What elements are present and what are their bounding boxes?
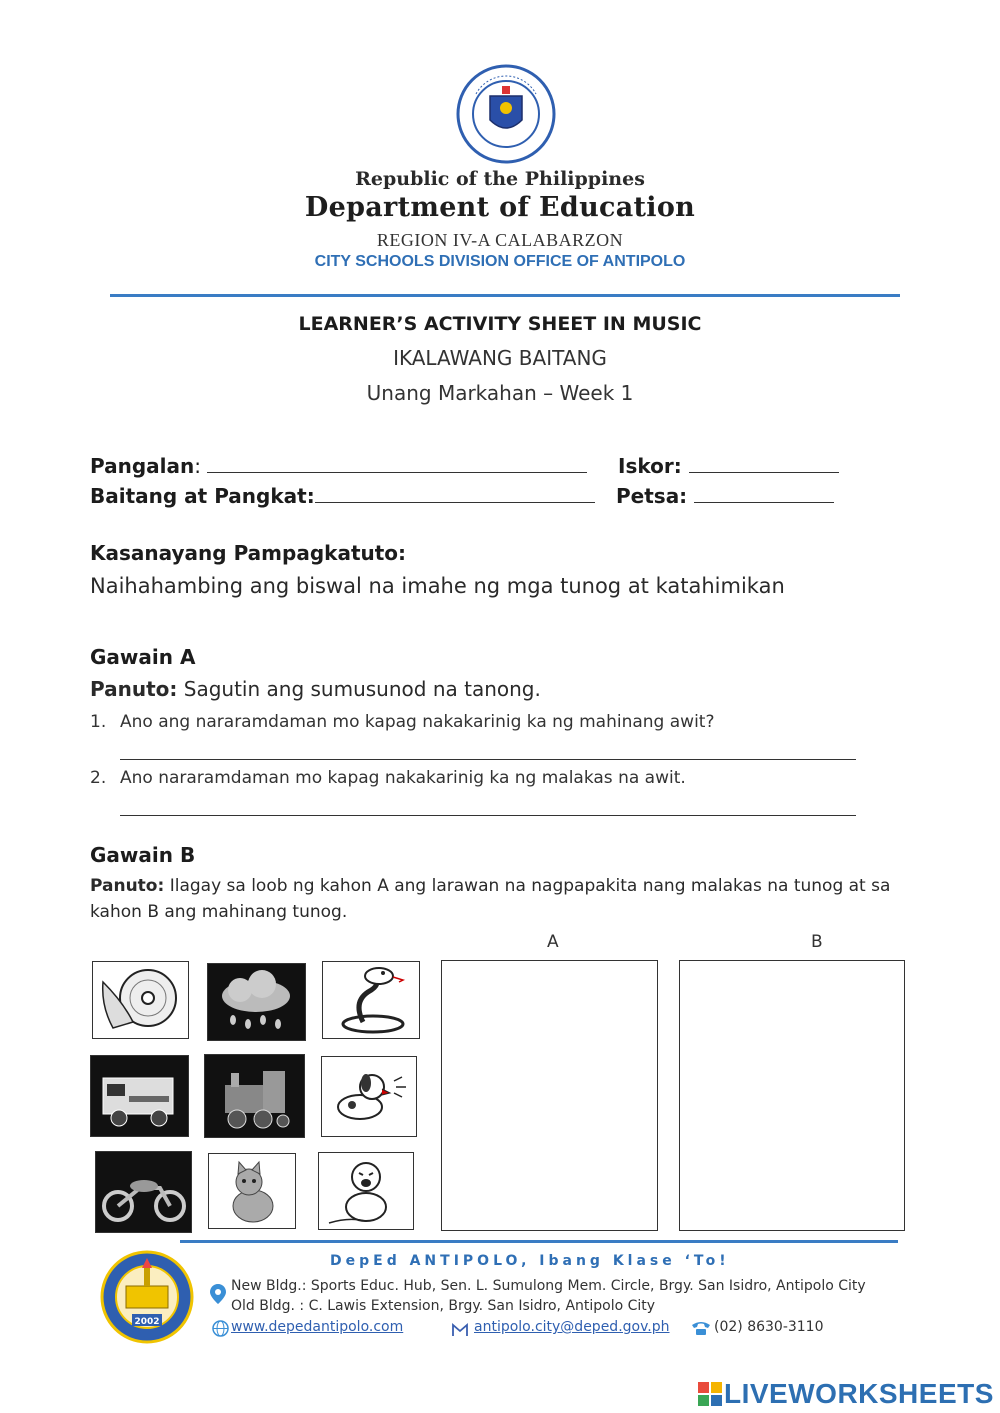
motorcycle-icon xyxy=(96,1152,191,1232)
name-input-line[interactable] xyxy=(207,454,587,473)
cd-icon xyxy=(93,962,188,1038)
train-icon xyxy=(205,1055,304,1137)
date-label: Petsa: xyxy=(616,484,688,508)
competency-heading: Kasanayang Pampagkatuto: xyxy=(90,541,407,565)
question-2-number: 2. xyxy=(90,768,107,788)
crying-baby-picture[interactable] xyxy=(318,1152,414,1230)
mail-icon xyxy=(452,1322,468,1336)
competency-text: Naihahambing ang biswal na imahe ng mga tunog at katahimikan xyxy=(90,574,785,598)
liveworksheets-watermark: LIVEWORKSHEETS xyxy=(724,1378,994,1409)
sheet-title: LEARNER’S ACTIVITY SHEET IN MUSIC xyxy=(298,313,702,335)
gawain-a-panuto-text: Sagutin ang sumusunod na tanong. xyxy=(177,677,541,701)
division-office-logo xyxy=(100,1250,195,1345)
date-input-line[interactable] xyxy=(694,484,834,503)
email-link[interactable]: antipolo.city@deped.gov.ph xyxy=(474,1319,670,1335)
crying-baby-icon xyxy=(319,1153,413,1229)
motorcycle-picture[interactable] xyxy=(95,1151,192,1233)
score-label: Iskor: xyxy=(618,454,682,478)
section-input-line[interactable] xyxy=(315,484,595,503)
gawain-b-instruction xyxy=(90,873,920,925)
answer-line-1[interactable] xyxy=(120,759,856,760)
answer-line-2[interactable] xyxy=(120,815,856,816)
barking-dog-icon xyxy=(322,1057,416,1136)
name-label: Pangalan xyxy=(90,454,195,478)
section-field xyxy=(90,484,595,508)
gawain-b-panuto-label: Panuto: xyxy=(90,876,165,896)
header-divider xyxy=(110,294,900,297)
score-input-line[interactable] xyxy=(689,454,839,473)
cat-picture[interactable] xyxy=(208,1153,296,1229)
footer-divider xyxy=(180,1240,898,1243)
republic-heading: Republic of the Philippines xyxy=(355,168,645,190)
rain-cloud-picture[interactable] xyxy=(207,963,306,1041)
date-field xyxy=(616,484,834,508)
logo-year: 2002 xyxy=(134,1317,160,1327)
phone-number: (02) 8630-3110 xyxy=(714,1319,824,1335)
question-1 xyxy=(90,712,715,732)
footer-slogan: DepEd ANTIPOLO, Ibang Klase ‘To! xyxy=(330,1253,730,1269)
division-heading: CITY SCHOOLS DIVISION OFFICE OF ANTIPOLO xyxy=(314,253,686,270)
liveworksheets-logo-icon xyxy=(698,1382,722,1406)
grade-level: IKALAWANG BAITANG xyxy=(393,346,607,370)
score-field xyxy=(618,454,839,478)
gawain-a-panuto-label: Panuto: xyxy=(90,677,178,701)
question-2-text: Ano nararamdaman mo kapag nakakarinig ka ng malakas na awit. xyxy=(120,768,686,788)
section-label: Baitang at Pangkat: xyxy=(90,484,315,508)
gawain-a-heading: Gawain A xyxy=(90,645,196,669)
question-1-number: 1. xyxy=(90,712,107,732)
phone-icon xyxy=(690,1320,712,1336)
barking-dog-picture[interactable] xyxy=(321,1056,417,1137)
rain-cloud-icon xyxy=(208,964,305,1040)
drop-box-a[interactable] xyxy=(441,960,658,1231)
ambulance-icon xyxy=(91,1056,188,1136)
region-heading: REGION IV-A CALABARZON xyxy=(376,230,624,250)
cd-picture[interactable] xyxy=(92,961,189,1039)
question-1-text: Ano ang nararamdaman mo kapag nakakarinig ka ng mahinang awit? xyxy=(120,712,715,732)
snake-icon xyxy=(323,962,419,1038)
new-building-address: New Bldg.: Sports Educ. Hub, Sen. L. Sumulong Mem. Circle, Brgy. San Isidro, Antipolo City xyxy=(231,1278,866,1294)
question-2 xyxy=(90,768,686,788)
box-a-label: A xyxy=(547,932,559,952)
deped-seal-logo xyxy=(456,64,556,164)
box-b-label: B xyxy=(811,932,823,952)
old-building-address: Old Bldg. : C. Lawis Extension, Brgy. San Isidro, Antipolo City xyxy=(231,1298,656,1314)
cat-icon xyxy=(209,1154,295,1228)
website-link[interactable]: www.depedantipolo.com xyxy=(231,1319,404,1335)
drop-box-b[interactable] xyxy=(679,960,905,1231)
train-picture[interactable] xyxy=(204,1054,305,1138)
ambulance-picture[interactable] xyxy=(90,1055,189,1137)
department-heading: Department of Education xyxy=(304,192,696,223)
location-pin-icon xyxy=(210,1284,226,1304)
globe-icon xyxy=(212,1320,229,1337)
gawain-a-instruction xyxy=(90,677,541,701)
name-field: Pangalan: xyxy=(90,454,587,478)
gawain-b-panuto-text: Ilagay sa loob ng kahon A ang larawan na nagpapakita nang malakas na tunog at sa kahon B ang mahinang tunog. xyxy=(90,876,891,922)
quarter-week: Unang Markahan – Week 1 xyxy=(366,381,634,405)
gawain-b-heading: Gawain B xyxy=(90,843,196,867)
snake-picture[interactable] xyxy=(322,961,420,1039)
